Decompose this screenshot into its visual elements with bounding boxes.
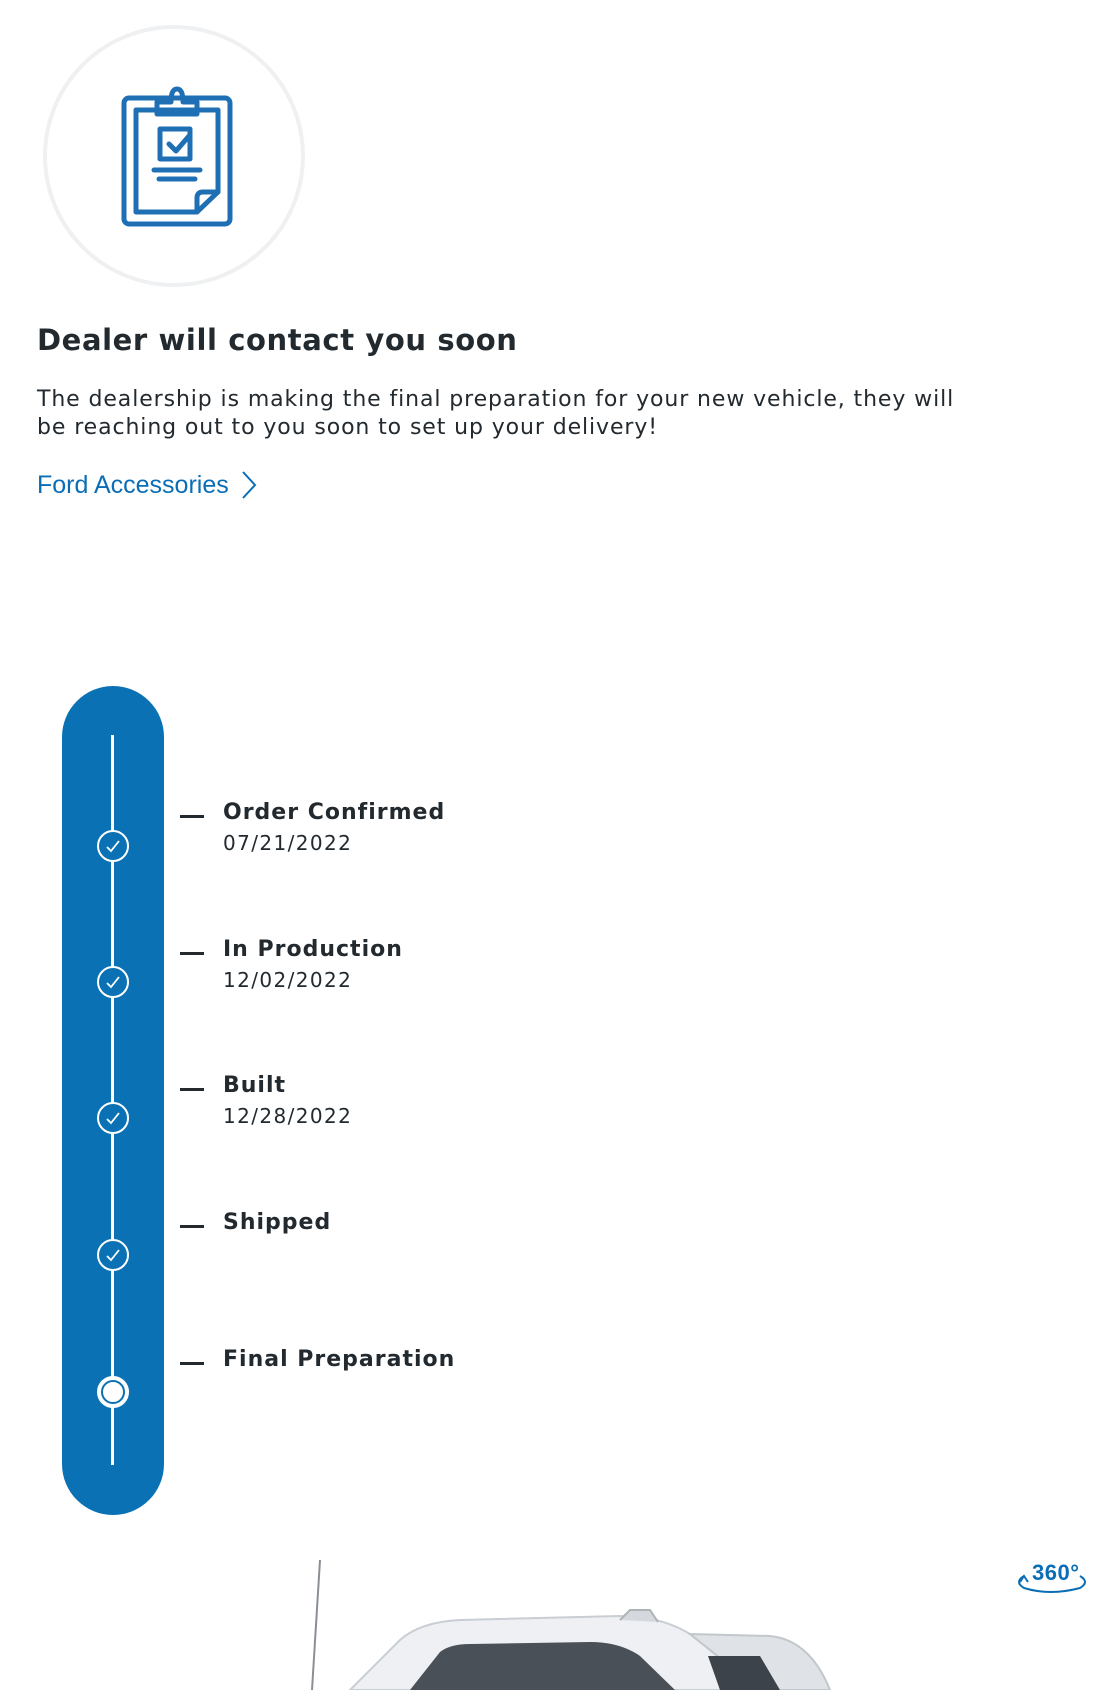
step-dash bbox=[180, 952, 204, 955]
clipboard-check-icon bbox=[117, 84, 237, 230]
step-complete-check-icon bbox=[97, 830, 129, 862]
step-dash bbox=[180, 1362, 204, 1365]
step-complete-check-icon bbox=[97, 966, 129, 998]
step-complete-check-icon bbox=[97, 1102, 129, 1134]
chevron-right-icon bbox=[241, 470, 257, 500]
step-complete-check-icon bbox=[97, 1239, 129, 1271]
status-title: Dealer will contact you soon bbox=[37, 323, 518, 357]
view-360-button[interactable] bbox=[1010, 1556, 1094, 1596]
ford-accessories-label: Ford Accessories bbox=[37, 470, 229, 499]
view-360-label: 360° bbox=[1032, 1560, 1080, 1585]
step-dash bbox=[180, 1225, 204, 1228]
step-name: Built bbox=[223, 1073, 287, 1098]
vehicle-image bbox=[290, 1560, 890, 1690]
step-current-indicator-icon bbox=[97, 1376, 129, 1408]
step-dash bbox=[180, 815, 204, 818]
status-icon-circle bbox=[43, 25, 305, 287]
step-date: 12/28/2022 bbox=[223, 1104, 353, 1128]
step-name: Final Preparation bbox=[223, 1347, 456, 1372]
step-dash bbox=[180, 1088, 204, 1091]
step-name: Order Confirmed bbox=[223, 800, 446, 825]
step-date: 12/02/2022 bbox=[223, 968, 353, 992]
status-description: The dealership is making the final preparation for your new vehicle, they will be reaching out to you soon to set up your delivery! bbox=[37, 387, 955, 440]
step-name: In Production bbox=[223, 937, 403, 962]
step-name: Shipped bbox=[223, 1210, 332, 1235]
ford-accessories-link[interactable] bbox=[37, 470, 257, 500]
step-date: 07/21/2022 bbox=[223, 831, 353, 855]
